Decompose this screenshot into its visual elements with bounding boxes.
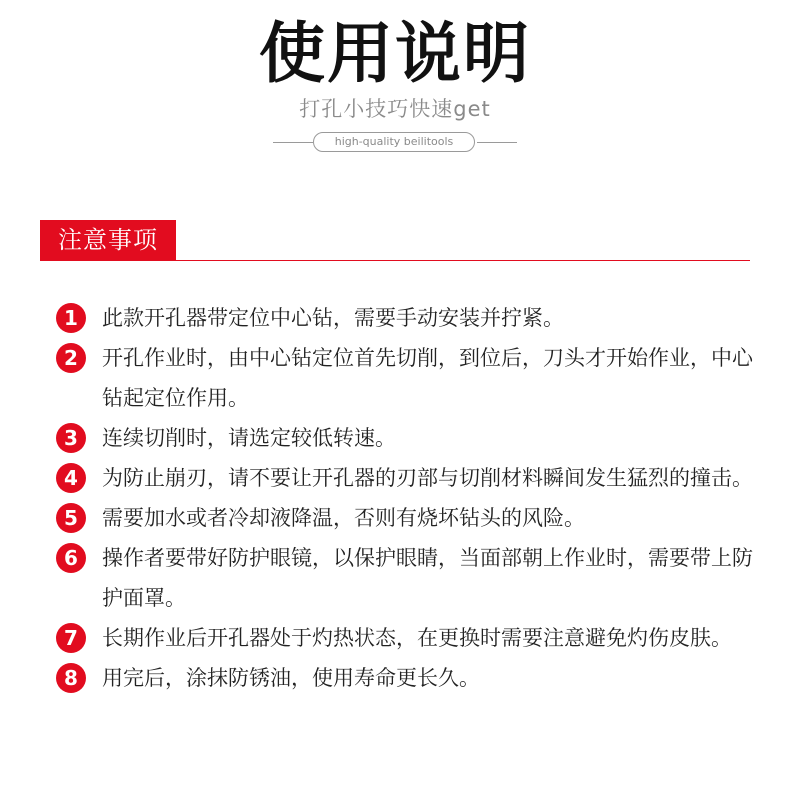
number-badge: 1 — [56, 303, 86, 333]
page-subtitle: 打孔小技巧快速get — [299, 97, 491, 121]
note-text: 用完后，涂抹防锈油，使用寿命更长久。 — [102, 666, 480, 690]
note-item — [55, 298, 755, 338]
note-item — [55, 498, 755, 538]
note-text: 需要加水或者冷却液降温，否则有烧坏钻头的风险。 — [102, 506, 585, 530]
note-item — [55, 458, 755, 498]
note-item — [55, 538, 755, 618]
section-title: 注意事项 — [40, 220, 176, 261]
note-text: 此款开孔器带定位中心钻，需要手动安装并拧紧。 — [102, 306, 564, 330]
brand-divider-right — [477, 142, 517, 143]
brand-tagline — [273, 132, 517, 154]
section-header — [40, 220, 750, 261]
notes-list — [55, 298, 755, 698]
note-text: 长期作业后开孔器处于灼热状态，在更换时需要注意避免灼伤皮肤。 — [102, 626, 732, 650]
section-underline — [176, 260, 750, 261]
brand-divider-left — [273, 142, 313, 143]
note-item — [55, 618, 755, 658]
number-badge: 4 — [56, 463, 86, 493]
number-badge: 3 — [56, 423, 86, 453]
note-text: 操作者要带好防护眼镜，以保护眼睛，当面部朝上作业时，需要带上防护面罩。 — [102, 546, 753, 610]
note-item — [55, 338, 755, 418]
note-text: 连续切削时，请选定较低转速。 — [102, 426, 396, 450]
number-badge: 8 — [56, 663, 86, 693]
note-item — [55, 418, 755, 458]
page-title: 使用说明 — [259, 15, 531, 92]
number-badge: 5 — [56, 503, 86, 533]
brand-pill: high-quality beilitools — [313, 132, 475, 152]
number-badge: 6 — [56, 543, 86, 573]
number-badge: 2 — [56, 343, 86, 373]
note-text: 开孔作业时，由中心钻定位首先切削，到位后，刀头才开始作业，中心钻起定位作用。 — [102, 346, 753, 410]
note-text: 为防止崩刃，请不要让开孔器的刃部与切削材料瞬间发生猛烈的撞击。 — [102, 466, 753, 490]
number-badge: 7 — [56, 623, 86, 653]
note-item — [55, 658, 755, 698]
